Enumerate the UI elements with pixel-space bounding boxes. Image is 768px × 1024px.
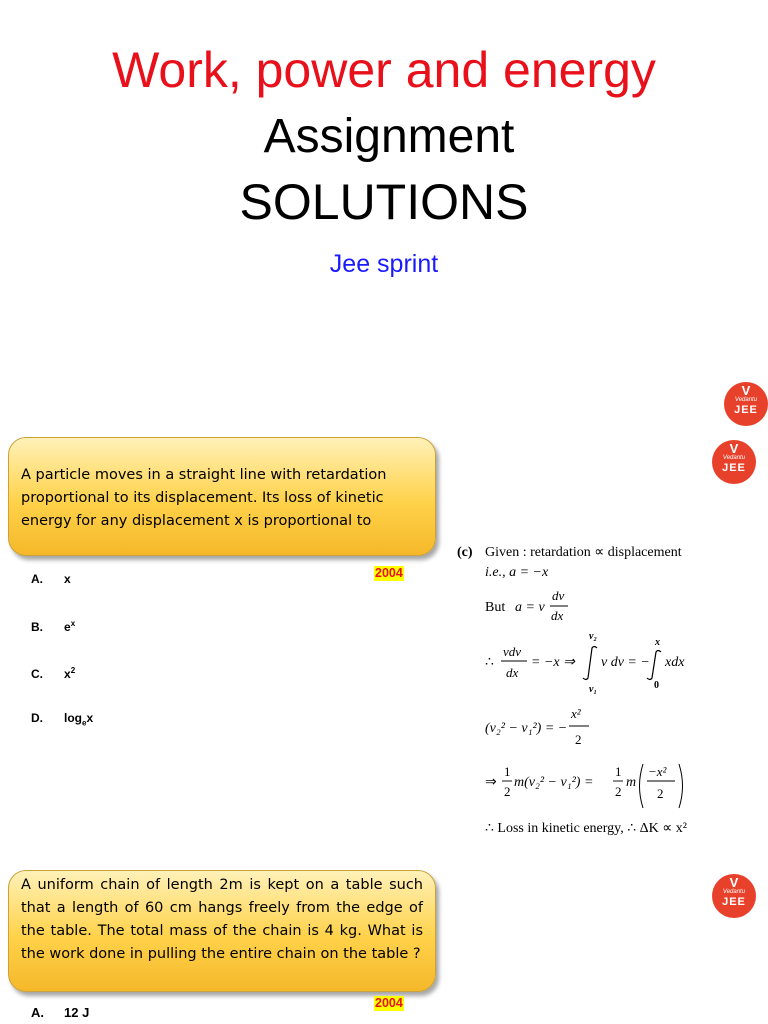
page-tagline: Jee sprint	[329, 250, 439, 278]
left-paren	[640, 764, 644, 808]
page-subtitle-solutions: SOLUTIONS	[239, 174, 529, 230]
solution-kinematic-eq: (v₂² − v₁²) = −	[485, 721, 568, 736]
frac-dx: dx	[506, 665, 519, 680]
solution-integrand: v dv = −	[601, 655, 650, 670]
question-2-option-a[interactable]: A. 12 J	[31, 1005, 90, 1020]
question-1-box	[8, 437, 436, 556]
question-1-option-c[interactable]: C. $x^2$	[31, 666, 76, 681]
question-1-text: A particle moves in a straight line with retardation proportional to its displacement. Its loss of kinetic energy for any displacement x is proportional to	[21, 467, 387, 529]
solution-line-but: But	[485, 600, 506, 615]
solution-energy-eq: m(v₂² − v₁²) =	[514, 775, 594, 790]
frac-dv: dv	[552, 588, 565, 603]
frac-x-squared: x²	[571, 706, 581, 721]
vedantu-jee-logo: V Vedantu JEE	[712, 874, 756, 918]
page-subtitle-assignment: Assignment	[263, 110, 515, 163]
frac-two: 2	[575, 732, 582, 747]
question-1-year-badge: 2004	[375, 566, 403, 580]
vedantu-jee-logo: V Vedantu JEE	[724, 382, 768, 426]
integral-upper-limit: v₂	[589, 631, 597, 642]
frac-vdv: vdv	[503, 644, 522, 659]
frac-dx: dx	[551, 608, 564, 623]
question-1-option-b[interactable]: B. $e^x$	[31, 619, 76, 634]
frac-two: 2	[504, 784, 511, 799]
vedantu-jee-logo: V Vedantu JEE	[712, 440, 756, 484]
question-2-year-badge: 2004	[375, 996, 403, 1010]
integral-lower-limit: 0	[654, 680, 659, 691]
frac-neg-x-squared: −x²	[648, 764, 667, 779]
solution-eq-mid: = −x ⇒	[531, 655, 575, 670]
question-2-text: A uniform chain of length 2m is kept on a table such that a length of 60 cm hangs freely from the edge of the table. The total mass of the chain is 4 kg. What is the work done in pulling the entire chain on the table ?	[21, 877, 423, 962]
integral-upper-limit: x	[655, 637, 660, 648]
implies-symbol: ⇒	[485, 775, 497, 790]
therefore-symbol: ∴	[485, 655, 494, 670]
question-2-box	[8, 870, 436, 992]
frac-one: 1	[504, 764, 511, 779]
integral-lower-limit: v₁	[589, 684, 597, 695]
solution-1-panel	[451, 536, 753, 844]
frac-two: 2	[657, 786, 664, 801]
frac-one: 1	[615, 764, 622, 779]
solution-line-given: Given : retardation ∝ displacement	[485, 545, 682, 560]
solution-answer-key: (c)	[457, 545, 473, 560]
solution-conclusion: ∴ Loss in kinetic energy, ∴ ΔK ∝ x²	[485, 821, 687, 836]
mass-symbol: m	[626, 775, 637, 790]
question-1-option-a[interactable]: A. x	[31, 572, 71, 586]
solution-accel-lhs: a = v	[515, 600, 545, 615]
frac-two: 2	[615, 784, 622, 799]
solution-line-ie: i.e., a = −x	[485, 565, 549, 580]
right-paren	[679, 764, 683, 808]
page-title: Work, power and energy	[112, 42, 656, 98]
solution-integrand-end: xdx	[665, 655, 685, 670]
integral-sign	[583, 647, 597, 680]
question-1-option-d[interactable]: D. $\log_ex$	[31, 711, 94, 728]
solution-1-equations	[451, 536, 753, 844]
